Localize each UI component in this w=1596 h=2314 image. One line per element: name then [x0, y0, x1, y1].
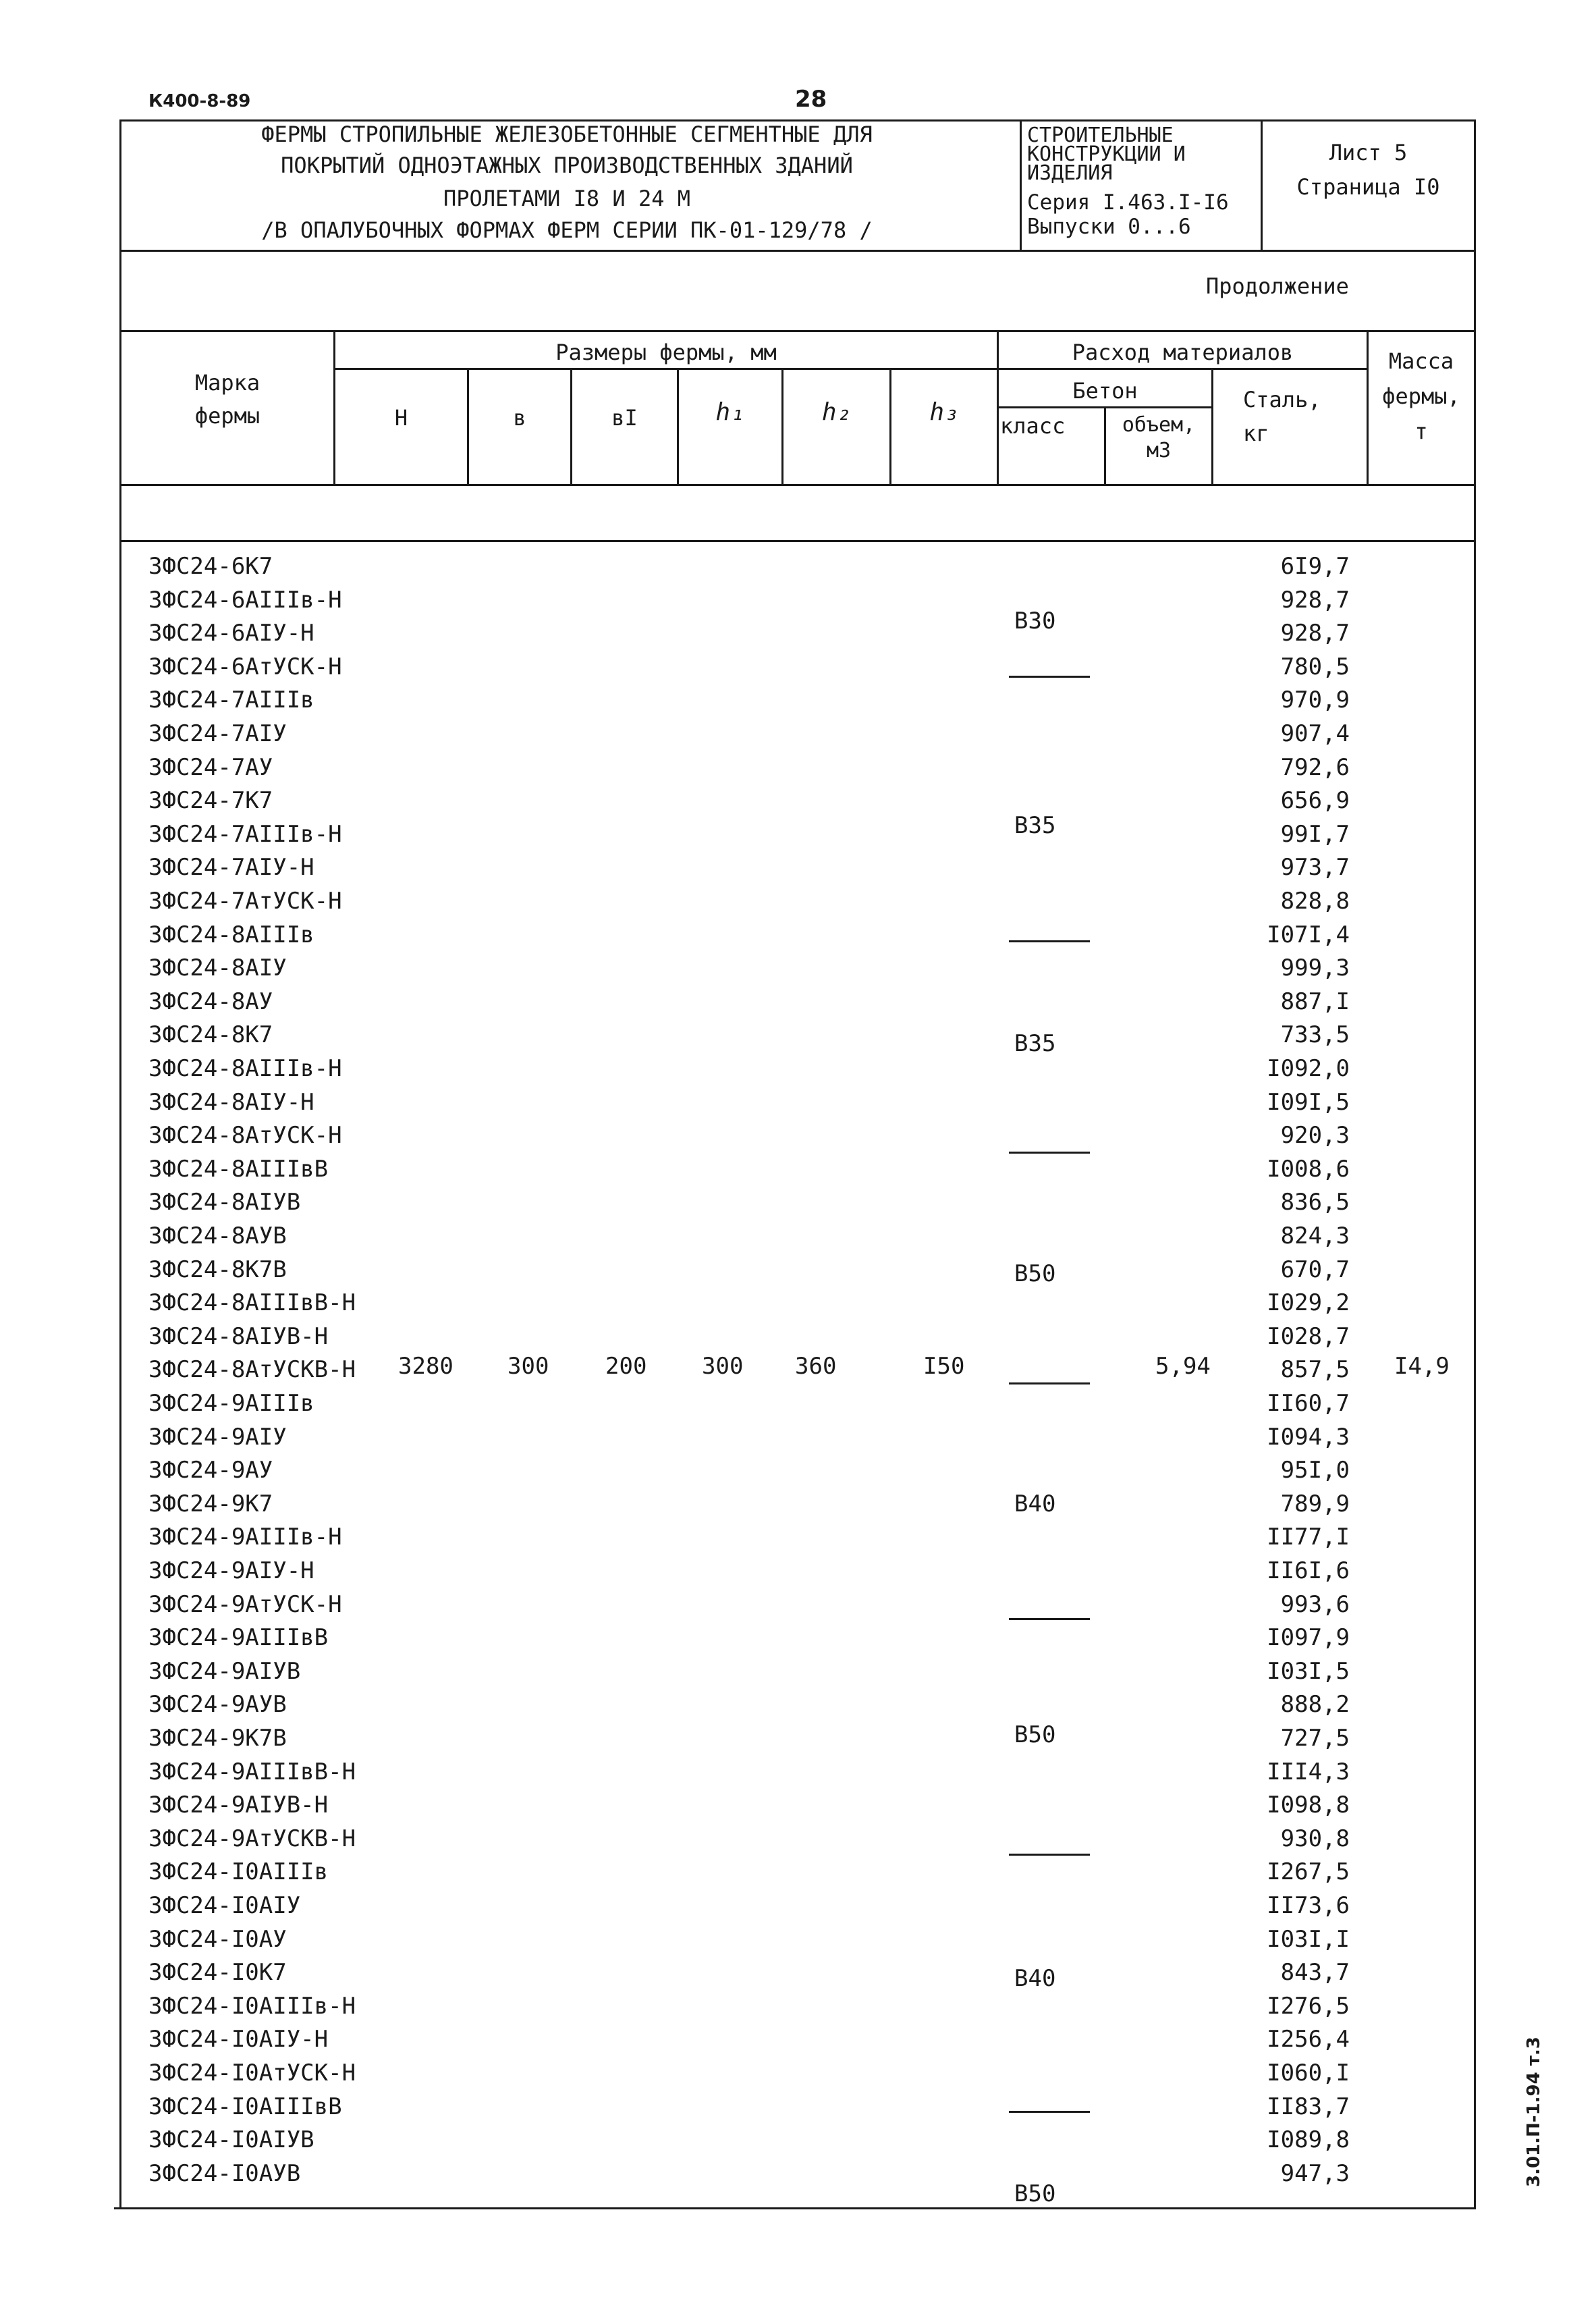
table-row	[121, 655, 1471, 682]
truss-mark: 3ФС24-8АIIIв	[148, 921, 314, 948]
truss-mark: 3ФС24-6АIУ-Н	[148, 620, 314, 647]
title-line-2: ПОКРЫТИЙ ОДНОЭТАЖНЫХ ПРОИЗВОДСТВЕННЫХ ЗДАНИЙ	[281, 153, 853, 178]
table-row	[121, 856, 1471, 883]
steel-consumption: I060,I	[1267, 2060, 1350, 2087]
concrete-group-separator	[1009, 676, 1090, 678]
table-row	[121, 1794, 1471, 1821]
steel-consumption: I092,0	[1267, 1055, 1350, 1082]
table-row	[121, 1995, 1471, 2022]
table-row	[121, 2095, 1471, 2122]
steel-consumption: II83,7	[1267, 2093, 1350, 2120]
sheet-label: Лист 5	[1329, 140, 1408, 165]
truss-mark: 3ФС24-8АIУ-Н	[148, 1089, 314, 1116]
side-stamp: 3.01.П-1.94 т.3	[1524, 2037, 1544, 2187]
steel-consumption: I089,8	[1267, 2126, 1350, 2153]
table-row	[121, 1559, 1471, 1586]
steel-consumption: I03I,5	[1267, 1658, 1350, 1685]
concrete-class-label: В30	[1014, 608, 1056, 635]
table-row	[121, 1057, 1471, 1084]
value-H: 3280	[398, 1353, 453, 1380]
concrete-group-separator	[1009, 2111, 1090, 2113]
steel-consumption: I276,5	[1267, 1993, 1350, 2020]
truss-mark: 3ФС24-9АУ	[148, 1457, 273, 1484]
table-row	[121, 555, 1471, 582]
concrete-class-label: В40	[1014, 1490, 1056, 1517]
truss-mark: 3ФС24-8АтУСКВ-Н	[148, 1356, 356, 1383]
table-row	[121, 1325, 1471, 1352]
page-number: 28	[795, 86, 827, 113]
table-row	[121, 2162, 1471, 2189]
header-h1: h₁	[715, 398, 745, 426]
document-code: К400-8-89	[148, 91, 251, 111]
steel-consumption: 930,8	[1280, 1825, 1350, 1852]
truss-mark: 3ФС24-9АтУСКВ-Н	[148, 1825, 356, 1852]
truss-mark: 3ФС24-8АIУВ	[148, 1189, 301, 1216]
steel-consumption: I256,4	[1267, 2026, 1350, 2053]
series-issues: Выпуски 0...6	[1027, 215, 1191, 239]
table-row	[121, 1959, 1471, 1992]
steel-consumption: I07I,4	[1267, 921, 1350, 948]
header-mark-line-2: фермы	[194, 403, 260, 429]
table-row	[121, 1894, 1471, 1921]
table-row	[121, 990, 1471, 1017]
steel-consumption: 828,8	[1280, 888, 1350, 915]
steel-consumption: I267,5	[1267, 1858, 1350, 1885]
concrete-group-separator	[1009, 940, 1090, 942]
truss-mark: 3ФС24-8К7В	[148, 1256, 287, 1283]
header-H: H	[394, 405, 408, 431]
table-row	[121, 1526, 1471, 1553]
steel-consumption: 727,5	[1280, 1725, 1350, 1752]
steel-consumption: 993,6	[1280, 1591, 1350, 1618]
table-row	[121, 2028, 1471, 2055]
table-row	[121, 622, 1471, 649]
steel-consumption: 656,9	[1280, 787, 1350, 814]
series-line-1: СТРОИТЕЛЬНЫЕ	[1027, 124, 1174, 147]
truss-mark: 3ФС24-9АIIIвВ	[148, 1624, 329, 1651]
steel-consumption: 836,5	[1280, 1189, 1350, 1216]
table-row	[121, 1626, 1471, 1653]
value-h3: I50	[923, 1353, 965, 1380]
header-mass-line-1: Масса	[1388, 348, 1454, 374]
steel-consumption: 99I,7	[1280, 821, 1350, 848]
steel-consumption: 824,3	[1280, 1222, 1350, 1249]
table-row	[121, 589, 1471, 616]
truss-mark: 3ФС24-7АIIIв	[148, 687, 314, 714]
truss-mark: 3ФС24-9К7	[148, 1490, 273, 1517]
truss-mark: 3ФС24-8К7	[148, 1021, 273, 1048]
header-volume-line-1: объем,	[1122, 413, 1196, 437]
series-number: Серия I.463.I-I6	[1027, 190, 1229, 215]
steel-consumption: I008,6	[1267, 1156, 1350, 1183]
header-mass-line-3: т	[1414, 419, 1428, 444]
series-line-3: ИЗДЕЛИЯ	[1027, 161, 1113, 185]
concrete-group-separator	[1009, 1854, 1090, 1856]
steel-consumption: 947,3	[1280, 2160, 1350, 2187]
header-sizes: Размеры фермы, мм	[555, 340, 777, 365]
truss-mark: 3ФС24-8АIУВ-Н	[148, 1323, 329, 1350]
truss-mark: 3ФС24-I0АУВ	[148, 2160, 301, 2187]
truss-mark: 3ФС24-I0АIУ-Н	[148, 2026, 329, 2053]
header-b: в	[513, 405, 526, 431]
table-row	[121, 756, 1471, 783]
truss-mark: 3ФС24-7АIУ-Н	[148, 854, 314, 881]
header-h3: h₃	[929, 398, 959, 426]
steel-consumption: I094,3	[1267, 1424, 1350, 1451]
title-line-3: ПРОЛЕТАМИ I8 И 24 М	[443, 186, 691, 211]
truss-mark: 3ФС24-I0АУ	[148, 1926, 287, 1953]
truss-mark: 3ФС24-9АIIIвВ-Н	[148, 1758, 356, 1785]
steel-consumption: 843,7	[1280, 1959, 1350, 1986]
truss-mark: 3ФС24-8АтУСК-Н	[148, 1122, 342, 1149]
table-row	[121, 1660, 1471, 1687]
header-mass-line-2: фермы,	[1382, 383, 1460, 409]
steel-consumption: 888,2	[1280, 1691, 1350, 1718]
steel-consumption: I09I,5	[1267, 1089, 1350, 1116]
value-h1: 300	[702, 1353, 744, 1380]
value-volume: 5,94	[1155, 1353, 1211, 1380]
truss-mark: 3ФС24-6АIIIв-Н	[148, 587, 342, 614]
value-mass: I4,9	[1394, 1353, 1450, 1380]
truss-mark: 3ФС24-9АIУВ	[148, 1658, 301, 1685]
steel-consumption: 733,5	[1280, 1021, 1350, 1048]
table-row	[121, 2128, 1471, 2155]
steel-consumption: I03I,I	[1267, 1926, 1350, 1953]
table-row	[121, 954, 1471, 984]
header-concrete: Бетон	[1072, 378, 1138, 404]
steel-consumption: I097,9	[1267, 1624, 1350, 1651]
steel-consumption: 789,9	[1280, 1490, 1350, 1517]
steel-consumption: 907,4	[1280, 720, 1350, 747]
table-row	[121, 1928, 1471, 1955]
truss-mark: 3ФС24-9АIУВ-Н	[148, 1792, 329, 1819]
steel-consumption: 973,7	[1280, 854, 1350, 881]
steel-consumption: 970,9	[1280, 687, 1350, 714]
steel-consumption: I029,2	[1267, 1289, 1350, 1316]
steel-consumption: 999,3	[1280, 954, 1350, 981]
table-row	[121, 1392, 1471, 1419]
steel-consumption: II77,I	[1267, 1524, 1350, 1551]
steel-consumption: II6I,6	[1267, 1557, 1350, 1584]
value-b1: 200	[605, 1353, 647, 1380]
header-b1: вI	[611, 405, 638, 431]
truss-mark: 3ФС24-7АтУСК-Н	[148, 888, 342, 915]
steel-consumption: 670,7	[1280, 1256, 1350, 1283]
truss-mark: 3ФС24-8АIIIв-Н	[148, 1055, 342, 1082]
table-row	[121, 1593, 1471, 1620]
truss-mark: 3ФС24-9АУВ	[148, 1691, 287, 1718]
table-row	[121, 1827, 1471, 1854]
table-row	[121, 789, 1471, 816]
table-row	[121, 722, 1471, 749]
table-row	[121, 1222, 1471, 1252]
steel-consumption: 920,3	[1280, 1122, 1350, 1149]
truss-mark: 3ФС24-6АтУСК-Н	[148, 653, 342, 680]
header-materials: Расход материалов	[1072, 340, 1294, 365]
table-row	[121, 1459, 1471, 1486]
steel-consumption: I098,8	[1267, 1792, 1350, 1819]
steel-consumption: 780,5	[1280, 653, 1350, 680]
truss-mark: 3ФС24-I0АIIIв-Н	[148, 1993, 356, 2020]
steel-consumption: II60,7	[1267, 1390, 1350, 1417]
steel-consumption: 95I,0	[1280, 1457, 1350, 1484]
truss-mark: 3ФС24-9АIIIв	[148, 1390, 314, 1417]
header-steel-line-2: кг	[1243, 421, 1269, 446]
truss-mark: 3ФС24-9АIУ	[148, 1424, 287, 1451]
series-line-2: КОНСТРУКЦИИ И	[1027, 142, 1186, 166]
steel-consumption: 928,7	[1280, 620, 1350, 647]
table-row	[121, 1191, 1471, 1218]
concrete-class-label: В50	[1014, 1260, 1056, 1287]
concrete-class-label: В40	[1014, 1965, 1056, 1992]
table-row	[121, 1091, 1471, 1118]
concrete-class-label: В35	[1014, 812, 1056, 839]
truss-mark: 3ФС24-I0АтУСК-Н	[148, 2060, 356, 2087]
table-row	[121, 1492, 1471, 1519]
table-row	[121, 1158, 1471, 1185]
table-row	[121, 1760, 1471, 1787]
truss-mark: 3ФС24-I0АIIIвВ	[148, 2093, 342, 2120]
table-row	[121, 823, 1471, 850]
concrete-group-separator	[1009, 1382, 1090, 1384]
header-steel-line-1: Сталь,	[1243, 387, 1321, 412]
steel-consumption: 887,I	[1280, 988, 1350, 1015]
title-line-4: /В ОПАЛУБОЧНЫХ ФОРМАХ ФЕРМ СЕРИИ ПК-01-129/78 /	[261, 217, 873, 243]
truss-mark: 3ФС24-I0К7	[148, 1959, 287, 1986]
concrete-group-separator	[1009, 1618, 1090, 1620]
table-row	[121, 1023, 1471, 1050]
steel-consumption: 792,6	[1280, 754, 1350, 781]
truss-mark: 3ФС24-I0АIУ	[148, 1892, 301, 1919]
truss-mark: 3ФС24-8АIУ	[148, 954, 287, 981]
value-b: 300	[507, 1353, 549, 1380]
truss-mark: 3ФС24-I0АIIIв	[148, 1858, 329, 1885]
header-mark-line-1: Марка	[194, 370, 260, 396]
truss-mark: 3ФС24-7АУ	[148, 754, 273, 781]
concrete-class-label: В50	[1014, 1721, 1056, 1748]
table-row	[121, 1291, 1471, 1318]
value-h2: 360	[795, 1353, 837, 1380]
concrete-class-label: В35	[1014, 1030, 1056, 1057]
truss-mark: 3ФС24-9АIIIв-Н	[148, 1524, 342, 1551]
truss-mark: 3ФС24-7К7	[148, 787, 273, 814]
steel-consumption: I028,7	[1267, 1323, 1350, 1350]
truss-mark: 3ФС24-8АIIIвВ	[148, 1156, 329, 1183]
steel-consumption: II73,6	[1267, 1892, 1350, 1919]
table-row	[121, 923, 1471, 950]
steel-consumption: III4,3	[1267, 1758, 1350, 1785]
truss-mark: 3ФС24-7АIУ	[148, 720, 287, 747]
truss-mark: 3ФС24-7АIIIв-Н	[148, 821, 342, 848]
truss-mark: 3ФС24-8АУВ	[148, 1222, 287, 1249]
title-line-1: ФЕРМЫ СТРОПИЛЬНЫЕ ЖЕЛЕЗОБЕТОННЫЕ СЕГМЕНТНЫЕ ДЛЯ	[261, 122, 873, 147]
concrete-class-label: В50	[1014, 2180, 1056, 2207]
table-row	[121, 1426, 1471, 1453]
table-row	[121, 1124, 1471, 1151]
truss-mark: 3ФС24-9АIУ-Н	[148, 1557, 314, 1584]
continuation-label: Продолжение	[1206, 273, 1349, 299]
table-row	[121, 1860, 1471, 1887]
header-class: класс	[1000, 413, 1066, 439]
truss-mark: 3ФС24-9К7В	[148, 1725, 287, 1752]
truss-mark: 3ФС24-8АУ	[148, 988, 273, 1015]
table-row	[121, 1693, 1471, 1720]
steel-consumption: 928,7	[1280, 587, 1350, 614]
table-row	[121, 689, 1471, 716]
steel-consumption: 6I9,7	[1280, 553, 1350, 580]
truss-mark: 3ФС24-9АтУСК-Н	[148, 1591, 342, 1618]
table-row	[121, 890, 1471, 917]
truss-mark: 3ФС24-6К7	[148, 553, 273, 580]
concrete-group-separator	[1009, 1152, 1090, 1154]
page-label: Страница I0	[1296, 174, 1440, 200]
table-row	[121, 1258, 1471, 1285]
truss-mark: 3ФС24-I0АIУВ	[148, 2126, 314, 2153]
steel-consumption: 857,5	[1280, 1356, 1350, 1383]
header-h2: h₂	[821, 398, 852, 426]
header-volume-line-2: м3	[1146, 439, 1172, 462]
table-row	[121, 2062, 1471, 2089]
truss-mark: 3ФС24-8АIIIвВ-Н	[148, 1289, 356, 1316]
table-row	[121, 1727, 1471, 1754]
